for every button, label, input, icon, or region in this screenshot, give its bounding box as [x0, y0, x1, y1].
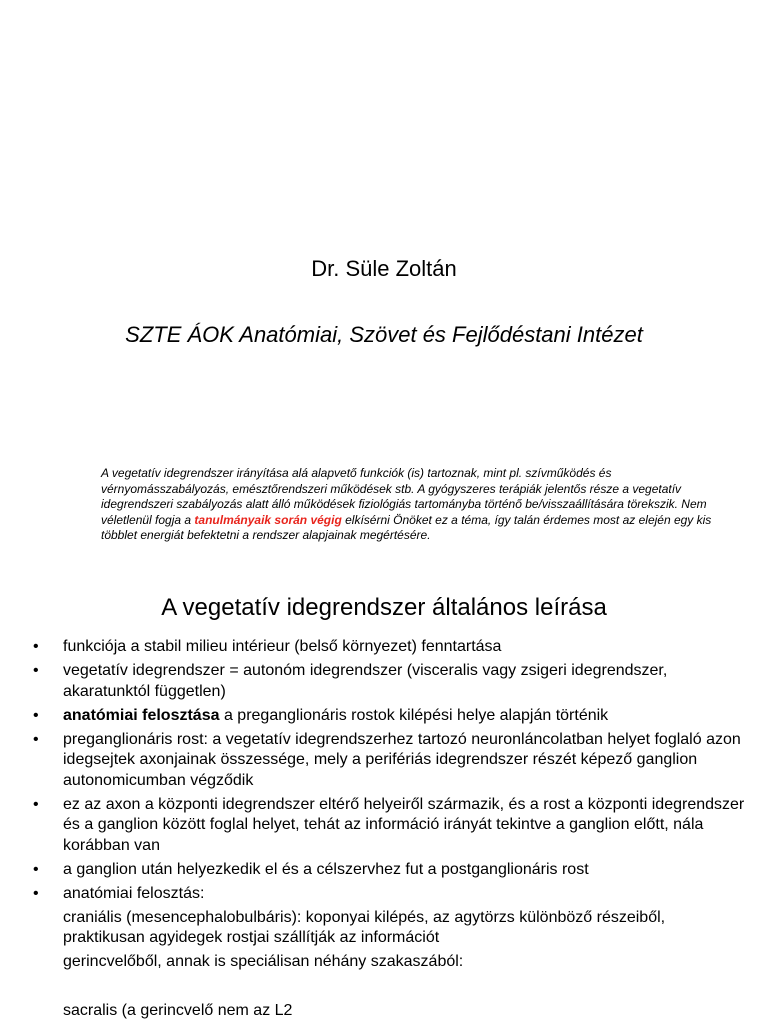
bullet-icon: •	[33, 795, 39, 813]
list-item-text: preganglionáris rost: a vegetatív idegrendszerhez tartozó neuronláncolatban helyet foglaló azon idegsejtek axonjainak összessége, mely a perifériás idegrendszer részét képező ganglion autonomicumban végződik	[63, 730, 741, 789]
bullet-icon: •	[33, 730, 39, 748]
sub-list-item-text: craniális (mesencephalobulbáris): koponyai kilépés, az agytörzs különböző részeiből, praktikusan agyidegek rostjai szállítják az információt	[63, 908, 666, 946]
list-item	[0, 860, 768, 881]
list-item-text: funkciója a stabil milieu intérieur (belső környezet) fenntartása	[63, 638, 502, 655]
intro-highlight: tanulmányaik során végig	[194, 512, 342, 527]
sub-list-item-text: gerincvelőből, annak is speciálisan néhány szakaszából:	[63, 953, 464, 970]
sub-list-item	[0, 908, 768, 949]
intro-paragraph	[101, 466, 731, 544]
list-item-text: a preganglionáris rostok kilépési helye alapján történik	[219, 706, 609, 724]
bullet-icon: •	[33, 884, 39, 902]
list-item	[0, 884, 768, 905]
list-item	[0, 730, 768, 792]
list-item	[0, 706, 768, 727]
list-item-bold-text: anatómiai felosztása	[63, 706, 220, 724]
sub-list-item-text: sacralis (a gerincvelő nem az L2	[63, 1001, 293, 1019]
intro-text-before: A vegetatív idegrendszer irányítása alá alapvető funkciók (is) tartoznak, mint pl. szívműködés és vérnyomásszabályozás, emésztőrendszeri működések stb. A gyógyszeres terápiák jelentős része a vegetatív idegrendszeri szabályozás alatt álló működések fiziológiás tartományba történő be/visszaállítására törekszik. Nem véletlenül fogja a	[101, 466, 707, 527]
bullet-list	[0, 637, 768, 1024]
institute-name: SZTE ÁOK Anatómiai, Szövet és Fejlődéstani Intézet	[125, 322, 643, 347]
list-item-text: vegetatív idegrendszer = autonóm idegrendszer (visceralis vagy zsigeri idegrendszer, akaratunktól független)	[63, 662, 668, 700]
author-name: Dr. Süle Zoltán	[311, 256, 457, 281]
bullet-icon: •	[33, 638, 39, 655]
section-title: A vegetatív idegrendszer általános leírása	[161, 594, 607, 621]
bullet-icon: •	[33, 860, 39, 878]
bullet-icon: •	[33, 662, 39, 679]
list-item	[0, 637, 768, 658]
list-item	[0, 661, 768, 702]
list-item-text: anatómiai felosztás:	[63, 884, 205, 902]
sub-list-item	[0, 1001, 768, 1022]
list-item-text: a ganglion után helyezkedik el és a célszervhez fut a postganglionáris rost	[63, 860, 589, 878]
list-item	[0, 795, 768, 857]
bullet-icon: •	[33, 706, 39, 724]
intro-text-after: elkísérni Önöket ez a téma, így talán érdemes most az elején egy kis többlet energiát befektetni a rendszer alapjainak megértésére.	[101, 512, 712, 543]
sub-list-item	[0, 952, 768, 973]
list-item-text: ez az axon a központi idegrendszer eltérő helyeiről származik, és a rost a központi idegrendszer és a ganglion között foglal helyet, tehát az információ irányát tekintve a ganglion előtt, nála korábban van	[63, 795, 745, 854]
